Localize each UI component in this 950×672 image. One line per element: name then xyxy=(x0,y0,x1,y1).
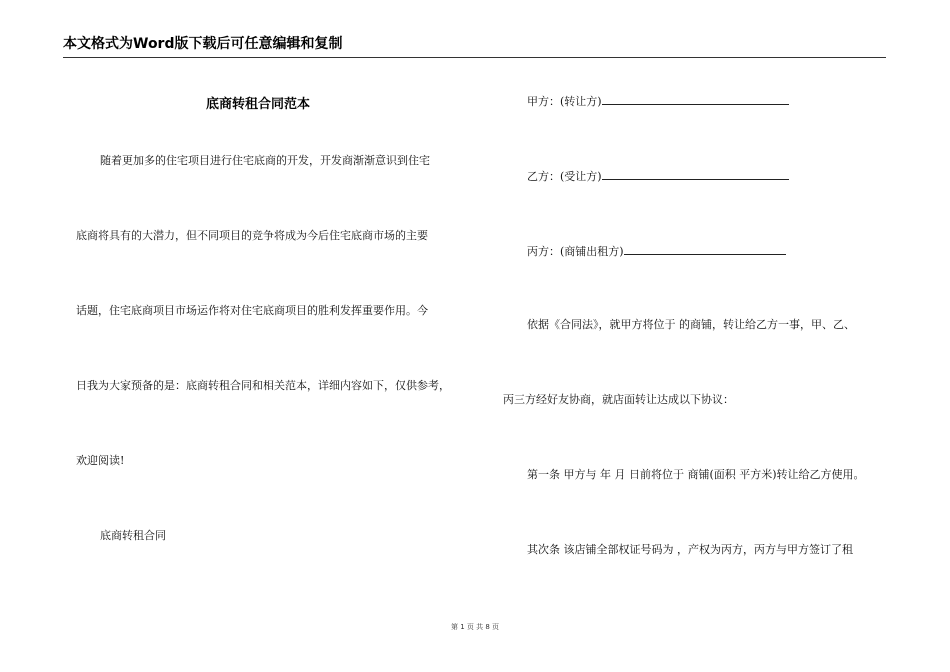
clause-1: 第一条 甲方与 年 月 日前将位于 商铺(面积 平方米)转让给乙方使用。 xyxy=(527,468,865,481)
party-a-blank xyxy=(602,93,789,105)
party-c-line xyxy=(527,243,786,259)
paragraph-line-1: 随着更加多的住宅项目进行住宅底商的开发，开发商渐渐意识到住宅 xyxy=(100,154,430,167)
party-c-label: 丙方：(商铺出租方) xyxy=(527,245,624,258)
party-b-blank xyxy=(602,168,789,180)
paragraph-line-3: 话题，住宅底商项目市场运作将对住宅底商项目的胜利发挥重要作用。今 xyxy=(76,304,428,317)
contract-subheading: 底商转租合同 xyxy=(100,529,166,542)
party-a-line xyxy=(527,93,789,109)
paragraph-line-4: 日我为大家预备的是：底商转租合同和相关范本，详细内容如下，仅供参考， xyxy=(76,379,450,392)
basis-line-1: 依据《合同法》，就甲方将位于 的商铺，转让给乙方一事，甲、乙、 xyxy=(527,318,855,331)
party-c-blank xyxy=(624,243,786,255)
paragraph-line-2: 底商将具有的大潜力，但不同项目的竞争将成为今后住宅底商市场的主要 xyxy=(76,229,428,242)
basis-line-2: 丙三方经好友协商，就店面转让达成以下协议： xyxy=(503,393,734,406)
page-footer: 第 1 页 共 8 页 xyxy=(450,623,500,631)
party-b-label: 乙方：(受让方) xyxy=(527,170,602,183)
party-b-line xyxy=(527,168,789,184)
document-title: 底商转租合同范本 xyxy=(206,97,311,112)
document-header-banner: 本文格式为Word版下载后可任意编辑和复制 xyxy=(63,33,886,58)
clause-2: 其次条 该店铺全部权证号码为 ，产权为丙方，丙方与甲方签订了租 xyxy=(527,543,853,556)
party-a-label: 甲方：(转让方) xyxy=(527,95,602,108)
paragraph-line-5: 欢迎阅读! xyxy=(76,454,125,467)
